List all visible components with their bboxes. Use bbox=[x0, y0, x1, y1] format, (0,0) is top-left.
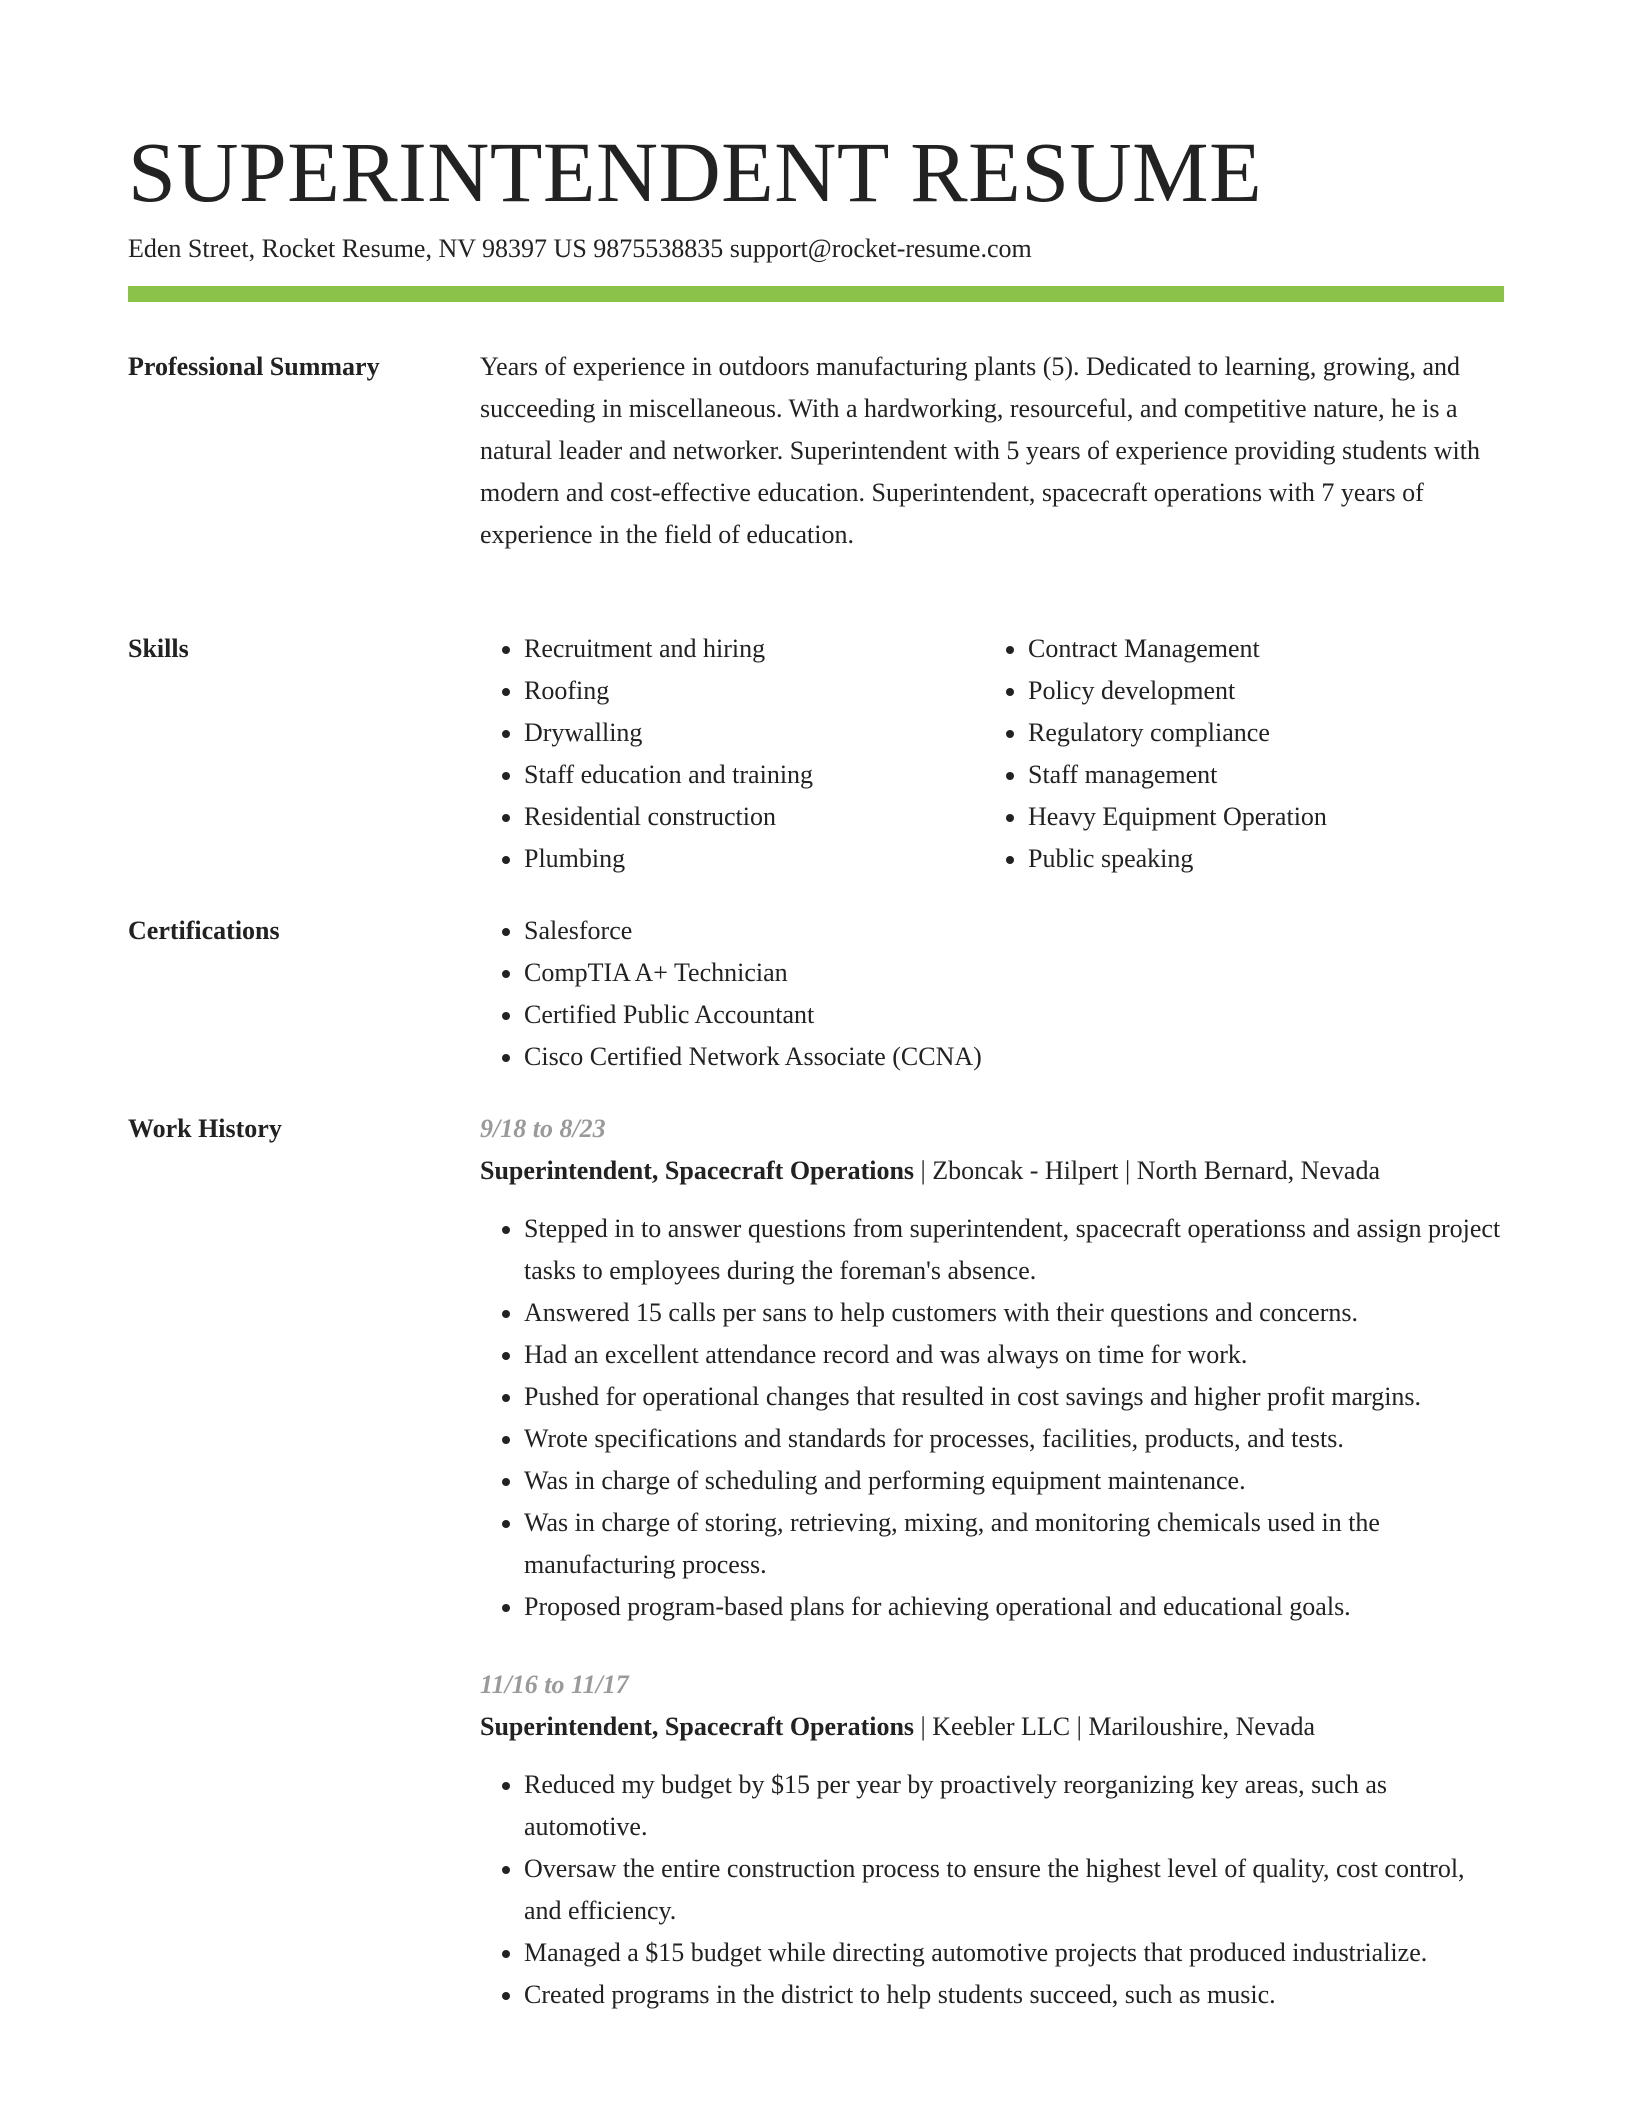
skills-list-right bbox=[984, 628, 1488, 880]
job-details: | Keebler LLC | Mariloushire, Nevada bbox=[914, 1712, 1316, 1741]
skill-item: • Plumbing bbox=[524, 838, 984, 880]
certifications-body bbox=[480, 910, 1504, 1078]
summary-body bbox=[480, 346, 1504, 556]
job-bullets bbox=[480, 1764, 1504, 2016]
contact-info: Eden Street, Rocket Resume, NV 98397 US 9875538835 support@rocket-resume.com bbox=[128, 234, 1032, 263]
skill-item: • Roofing bbox=[524, 670, 984, 712]
job-bullet: • Was in charge of storing, retrieving, mixing, and monitoring chemicals used in the manufacturing process. bbox=[524, 1502, 1504, 1586]
certifications-list bbox=[480, 910, 1504, 1078]
certification-item: • Certified Public Accountant bbox=[524, 994, 1504, 1036]
job-bullets bbox=[480, 1208, 1504, 1628]
job-bullet: • Pushed for operational changes that resulted in cost savings and higher profit margins. bbox=[524, 1376, 1504, 1418]
skill-item: • Staff education and training bbox=[524, 754, 984, 796]
job-title: Superintendent, Spacecraft Operations bbox=[480, 1712, 915, 1741]
job-title-line bbox=[480, 1706, 1504, 1748]
skills-list-left bbox=[480, 628, 984, 880]
job-bullet: • Managed a $15 budget while directing automotive projects that produced industrialize. bbox=[524, 1932, 1504, 1974]
job-title-line bbox=[480, 1150, 1504, 1192]
job-dates: 11/16 to 11/17 bbox=[480, 1670, 629, 1699]
skills-column-right bbox=[984, 628, 1488, 880]
skill-item: • Contract Management bbox=[1028, 628, 1488, 670]
job-bullet: • Had an excellent attendance record and was always on time for work. bbox=[524, 1334, 1504, 1376]
skill-item: • Recruitment and hiring bbox=[524, 628, 984, 670]
skills-column-left bbox=[480, 628, 984, 880]
summary-text: Years of experience in outdoors manufacturing plants (5). Dedicated to learning, growing, and succeeding in miscellaneous. With a hardworking, resourceful, and competitive nature, he is a natural leader and networker. Superintendent with 5 years of experience providing students with modern and cost-effective education. Superintendent, spacecraft operations with 7 years of experience in the field of education. bbox=[480, 352, 1480, 549]
skill-item: • Residential construction bbox=[524, 796, 984, 838]
certifications-heading: Certifications bbox=[128, 916, 280, 945]
job-bullet: • Proposed program-based plans for achieving operational and educational goals. bbox=[524, 1586, 1504, 1628]
job-bullet: • Reduced my budget by $15 per year by proactively reorganizing key areas, such as automotive. bbox=[524, 1764, 1504, 1848]
skills-body bbox=[480, 628, 1504, 880]
skill-item: • Public speaking bbox=[1028, 838, 1488, 880]
skills-heading: Skills bbox=[128, 634, 189, 663]
certification-item: • Cisco Certified Network Associate (CCNA) bbox=[524, 1036, 1504, 1078]
job-bullet: • Stepped in to answer questions from superintendent, spacecraft operationss and assign project tasks to employees during the foreman's absence. bbox=[524, 1208, 1504, 1292]
job-entry bbox=[480, 1108, 1504, 1628]
job-bullet: • Oversaw the entire construction process to ensure the highest level of quality, cost control, and efficiency. bbox=[524, 1848, 1504, 1932]
skill-item: • Staff management bbox=[1028, 754, 1488, 796]
resume-title: SUPERINTENDENT RESUME bbox=[128, 124, 1263, 220]
job-bullet: • Was in charge of scheduling and performing equipment maintenance. bbox=[524, 1460, 1504, 1502]
job-entry bbox=[480, 1664, 1504, 2016]
job-bullet: • Wrote specifications and standards for processes, facilities, products, and tests. bbox=[524, 1418, 1504, 1460]
job-bullet: • Created programs in the district to help students succeed, such as music. bbox=[524, 1974, 1504, 2016]
skill-item: • Drywalling bbox=[524, 712, 984, 754]
work-history-heading: Work History bbox=[128, 1114, 282, 1143]
job-details: | Zboncak - Hilpert | North Bernard, Nevada bbox=[914, 1156, 1381, 1185]
skill-item: • Heavy Equipment Operation bbox=[1028, 796, 1488, 838]
job-dates: 9/18 to 8/23 bbox=[480, 1114, 606, 1143]
job-title: Superintendent, Spacecraft Operations bbox=[480, 1156, 915, 1185]
skill-item: • Policy development bbox=[1028, 670, 1488, 712]
certification-item: • Salesforce bbox=[524, 910, 1504, 952]
work-history-body bbox=[480, 1108, 1504, 2016]
header-divider bbox=[128, 286, 1504, 302]
certification-item: • CompTIA A+ Technician bbox=[524, 952, 1504, 994]
job-bullet: • Answered 15 calls per sans to help customers with their questions and concerns. bbox=[524, 1292, 1504, 1334]
skill-item: • Regulatory compliance bbox=[1028, 712, 1488, 754]
summary-heading: Professional Summary bbox=[128, 352, 380, 381]
